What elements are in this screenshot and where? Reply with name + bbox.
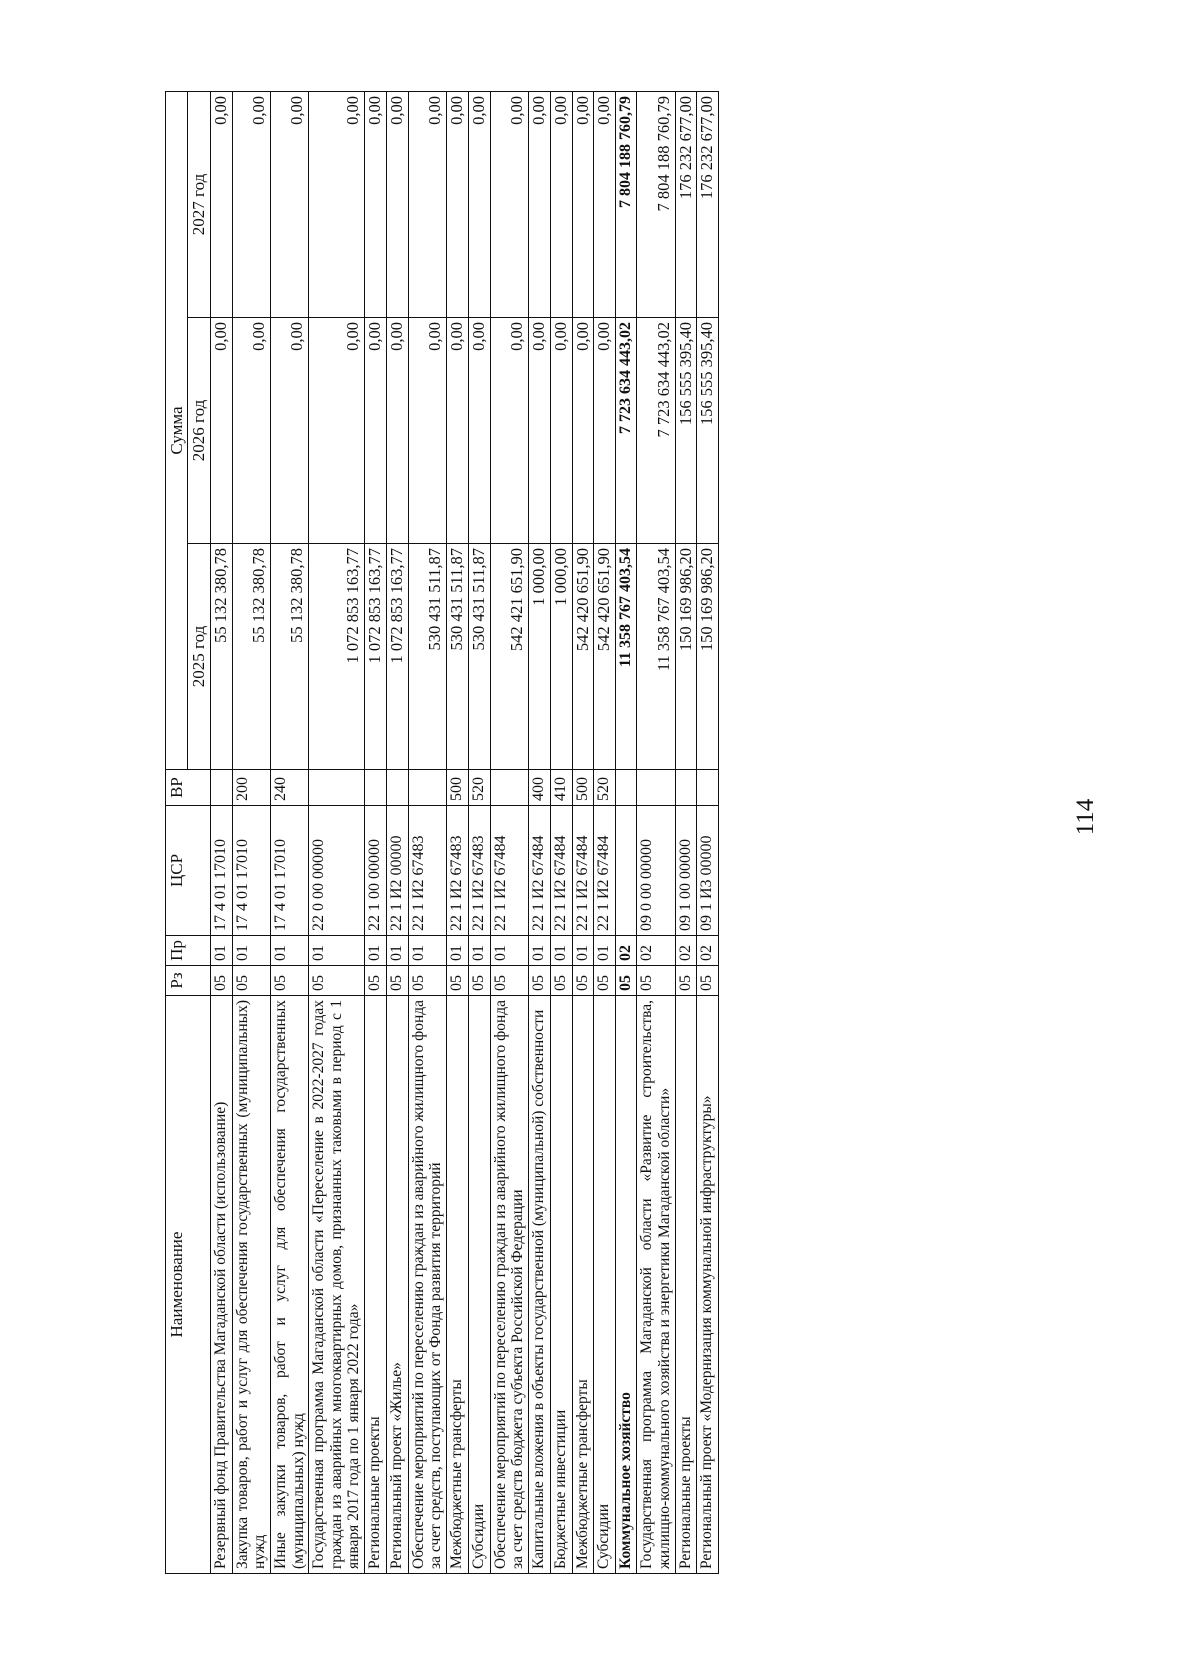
cell-name: Государственная программа Магаданской области «Переселение в 2022-2027 годах граждан из аварийных многоквартирных домов, признанных таковыми в период с 1 января 2017 года по 1 января 2022 года»	[309, 996, 365, 1574]
cell-2025: 530 431 511,87	[468, 544, 490, 770]
header-rz: Рз	[166, 966, 211, 996]
header-sum: Сумма	[166, 92, 188, 770]
cell-2026: 0,00	[386, 318, 408, 544]
cell-vr	[309, 770, 365, 806]
cell-name: Обеспечение мероприятий по переселению граждан из аварийного жилищного фонда за счет средств бюджета субъекта Российской Федерации	[490, 996, 528, 1574]
cell-vr	[616, 770, 637, 806]
cell-pr: 01	[490, 936, 528, 966]
cell-2025: 530 431 511,87	[408, 544, 446, 770]
cell-name: Региональный проект «Жилье»	[386, 996, 408, 1574]
cell-csr: 22 1 И2 67483	[408, 806, 446, 936]
cell-2027: 176 232 677,00	[697, 92, 719, 318]
cell-csr: 22 1 И2 67484	[528, 806, 550, 936]
cell-rz: 05	[447, 966, 469, 996]
cell-2025: 150 169 986,20	[675, 544, 697, 770]
table-row	[697, 92, 719, 1574]
cell-2026: 0,00	[365, 318, 387, 544]
cell-vr: 520	[468, 770, 490, 806]
table-row	[490, 92, 528, 1574]
cell-2027: 0,00	[468, 92, 490, 318]
cell-vr	[408, 770, 446, 806]
header-2027: 2027 год	[188, 92, 210, 318]
cell-2025: 11 358 767 403,54	[637, 544, 675, 770]
cell-csr: 22 1 И2 67483	[447, 806, 469, 936]
cell-2025: 542 420 651,90	[572, 544, 594, 770]
table-row	[675, 92, 697, 1574]
table-row	[386, 92, 408, 1574]
cell-2027: 0,00	[210, 92, 232, 318]
cell-rz: 05	[572, 966, 594, 996]
cell-vr	[697, 770, 719, 806]
budget-table	[165, 91, 719, 1574]
cell-pr: 02	[675, 936, 697, 966]
cell-vr: 520	[594, 770, 616, 806]
cell-2027: 176 232 677,00	[675, 92, 697, 318]
cell-csr: 17 4 01 17010	[232, 806, 270, 936]
cell-2027: 0,00	[490, 92, 528, 318]
cell-2025: 1 072 853 163,77	[365, 544, 387, 770]
table-row	[550, 92, 572, 1574]
cell-rz: 05	[210, 966, 232, 996]
cell-2027: 0,00	[309, 92, 365, 318]
cell-vr: 500	[447, 770, 469, 806]
cell-pr: 01	[270, 936, 308, 966]
cell-rz: 05	[468, 966, 490, 996]
header-csr: ЦСР	[166, 806, 211, 936]
cell-rz: 05	[270, 966, 308, 996]
table-row	[616, 92, 637, 1574]
cell-2026: 0,00	[232, 318, 270, 544]
cell-name: Коммунальное хозяйство	[616, 996, 637, 1574]
cell-csr: 22 1 И2 67484	[490, 806, 528, 936]
cell-pr: 01	[386, 936, 408, 966]
cell-name: Субсидии	[594, 996, 616, 1574]
cell-vr	[675, 770, 697, 806]
cell-2025: 530 431 511,87	[447, 544, 469, 770]
cell-csr: 22 1 И2 67483	[468, 806, 490, 936]
cell-rz: 05	[697, 966, 719, 996]
cell-2027: 0,00	[408, 92, 446, 318]
cell-pr: 01	[365, 936, 387, 966]
cell-2027: 0,00	[386, 92, 408, 318]
cell-2027: 0,00	[594, 92, 616, 318]
cell-vr	[365, 770, 387, 806]
cell-rz: 05	[616, 966, 637, 996]
cell-2025: 1 072 853 163,77	[309, 544, 365, 770]
cell-2025: 150 169 986,20	[697, 544, 719, 770]
cell-2026: 0,00	[408, 318, 446, 544]
cell-name: Межбюджетные трансферты	[447, 996, 469, 1574]
page-number: 114	[1072, 798, 1099, 836]
cell-csr: 17 4 01 17010	[270, 806, 308, 936]
cell-rz: 05	[309, 966, 365, 996]
cell-2026: 0,00	[270, 318, 308, 544]
cell-2027: 0,00	[447, 92, 469, 318]
cell-vr: 240	[270, 770, 308, 806]
cell-vr: 400	[528, 770, 550, 806]
table-row	[594, 92, 616, 1574]
cell-csr: 22 1 И2 67484	[572, 806, 594, 936]
cell-name: Бюджетные инвестиции	[550, 996, 572, 1574]
cell-2027: 7 804 188 760,79	[637, 92, 675, 318]
cell-2025: 1 000,00	[528, 544, 550, 770]
cell-name: Региональные проекты	[675, 996, 697, 1574]
cell-csr: 22 1 И2 67484	[550, 806, 572, 936]
cell-vr: 410	[550, 770, 572, 806]
cell-csr: 09 0 00 00000	[637, 806, 675, 936]
cell-name: Региональный проект «Модернизация коммунальной инфраструктуры»	[697, 996, 719, 1574]
cell-2026: 156 555 395,40	[675, 318, 697, 544]
cell-2027: 0,00	[270, 92, 308, 318]
cell-pr: 01	[232, 936, 270, 966]
cell-vr	[386, 770, 408, 806]
cell-rz: 05	[386, 966, 408, 996]
cell-name: Закупка товаров, работ и услуг для обеспечения государственных (муниципальных) нужд	[232, 996, 270, 1574]
cell-pr: 01	[550, 936, 572, 966]
table-row	[210, 92, 232, 1574]
cell-pr: 01	[572, 936, 594, 966]
cell-name: Межбюджетные трансферты	[572, 996, 594, 1574]
cell-2026: 0,00	[550, 318, 572, 544]
cell-2026: 0,00	[572, 318, 594, 544]
cell-csr: 22 1 И2 67484	[594, 806, 616, 936]
cell-vr: 200	[232, 770, 270, 806]
cell-2026: 0,00	[468, 318, 490, 544]
cell-rz: 05	[490, 966, 528, 996]
cell-vr	[490, 770, 528, 806]
header-name: Наименование	[166, 996, 211, 1574]
cell-rz: 05	[637, 966, 675, 996]
cell-name: Капитальные вложения в объекты государственной (муниципальной) собственности	[528, 996, 550, 1574]
cell-pr: 02	[637, 936, 675, 966]
table-row	[528, 92, 550, 1574]
cell-rz: 05	[232, 966, 270, 996]
cell-csr: 09 1 И3 00000	[697, 806, 719, 936]
cell-name: Резервный фонд Правительства Магаданской области (использование)	[210, 996, 232, 1574]
cell-vr	[210, 770, 232, 806]
cell-2025: 542 420 651,90	[594, 544, 616, 770]
table-row	[468, 92, 490, 1574]
cell-2026: 0,00	[447, 318, 469, 544]
cell-2025: 55 132 380,78	[232, 544, 270, 770]
cell-2026: 0,00	[210, 318, 232, 544]
cell-pr: 01	[408, 936, 446, 966]
cell-csr: 22 0 00 00000	[309, 806, 365, 936]
cell-pr: 01	[594, 936, 616, 966]
cell-rz: 05	[365, 966, 387, 996]
cell-csr: 17 4 01 17010	[210, 806, 232, 936]
cell-pr: 02	[616, 936, 637, 966]
cell-2026: 0,00	[528, 318, 550, 544]
header-2025: 2025 год	[188, 544, 210, 770]
cell-pr: 01	[468, 936, 490, 966]
cell-2025: 1 072 853 163,77	[386, 544, 408, 770]
cell-2027: 0,00	[550, 92, 572, 318]
cell-pr: 02	[697, 936, 719, 966]
cell-2026: 0,00	[490, 318, 528, 544]
table-row	[309, 92, 365, 1574]
cell-name: Обеспечение мероприятий по переселению граждан из аварийного жилищного фонда за счет средств, поступающих от Фонда развития территорий	[408, 996, 446, 1574]
cell-rz: 05	[550, 966, 572, 996]
table-row	[447, 92, 469, 1574]
cell-2026: 156 555 395,40	[697, 318, 719, 544]
table-row	[270, 92, 308, 1574]
cell-rz: 05	[594, 966, 616, 996]
cell-rz: 05	[675, 966, 697, 996]
cell-2026: 7 723 634 443,02	[616, 318, 637, 544]
table-row	[408, 92, 446, 1574]
cell-2027: 0,00	[232, 92, 270, 318]
cell-vr	[637, 770, 675, 806]
cell-pr: 01	[528, 936, 550, 966]
cell-rz: 05	[528, 966, 550, 996]
table-row	[637, 92, 675, 1574]
cell-pr: 01	[309, 936, 365, 966]
cell-pr: 01	[210, 936, 232, 966]
cell-2027: 0,00	[572, 92, 594, 318]
cell-name: Государственная программа Магаданской области «Развитие строительства, жилищно-коммунального хозяйства и энергетики Магаданской области»	[637, 996, 675, 1574]
cell-2026: 0,00	[594, 318, 616, 544]
cell-csr: 22 1 И2 00000	[386, 806, 408, 936]
cell-2026: 7 723 634 443,02	[637, 318, 675, 544]
table-row	[365, 92, 387, 1574]
cell-2027: 0,00	[528, 92, 550, 318]
cell-2027: 7 804 188 760,79	[616, 92, 637, 318]
cell-rz: 05	[408, 966, 446, 996]
cell-2025: 55 132 380,78	[210, 544, 232, 770]
cell-2025: 1 000,00	[550, 544, 572, 770]
cell-name: Региональные проекты	[365, 996, 387, 1574]
cell-2025: 542 421 651,90	[490, 544, 528, 770]
cell-vr: 500	[572, 770, 594, 806]
cell-csr: 09 1 00 00000	[675, 806, 697, 936]
cell-2025: 11 358 767 403,54	[616, 544, 637, 770]
cell-csr: 22 1 00 00000	[365, 806, 387, 936]
header-vr: ВР	[166, 770, 211, 806]
table-body	[210, 92, 719, 1574]
cell-csr	[616, 806, 637, 936]
table-row	[232, 92, 270, 1574]
cell-name: Субсидии	[468, 996, 490, 1574]
cell-2027: 0,00	[365, 92, 387, 318]
table-row	[572, 92, 594, 1574]
header-row	[166, 92, 188, 1574]
cell-pr: 01	[447, 936, 469, 966]
cell-2026: 0,00	[309, 318, 365, 544]
header-2026: 2026 год	[188, 318, 210, 544]
cell-name: Иные закупки товаров, работ и услуг для обеспечения государственных (муниципальных) нужд	[270, 996, 308, 1574]
cell-2025: 55 132 380,78	[270, 544, 308, 770]
header-pr: Пр	[166, 936, 211, 966]
